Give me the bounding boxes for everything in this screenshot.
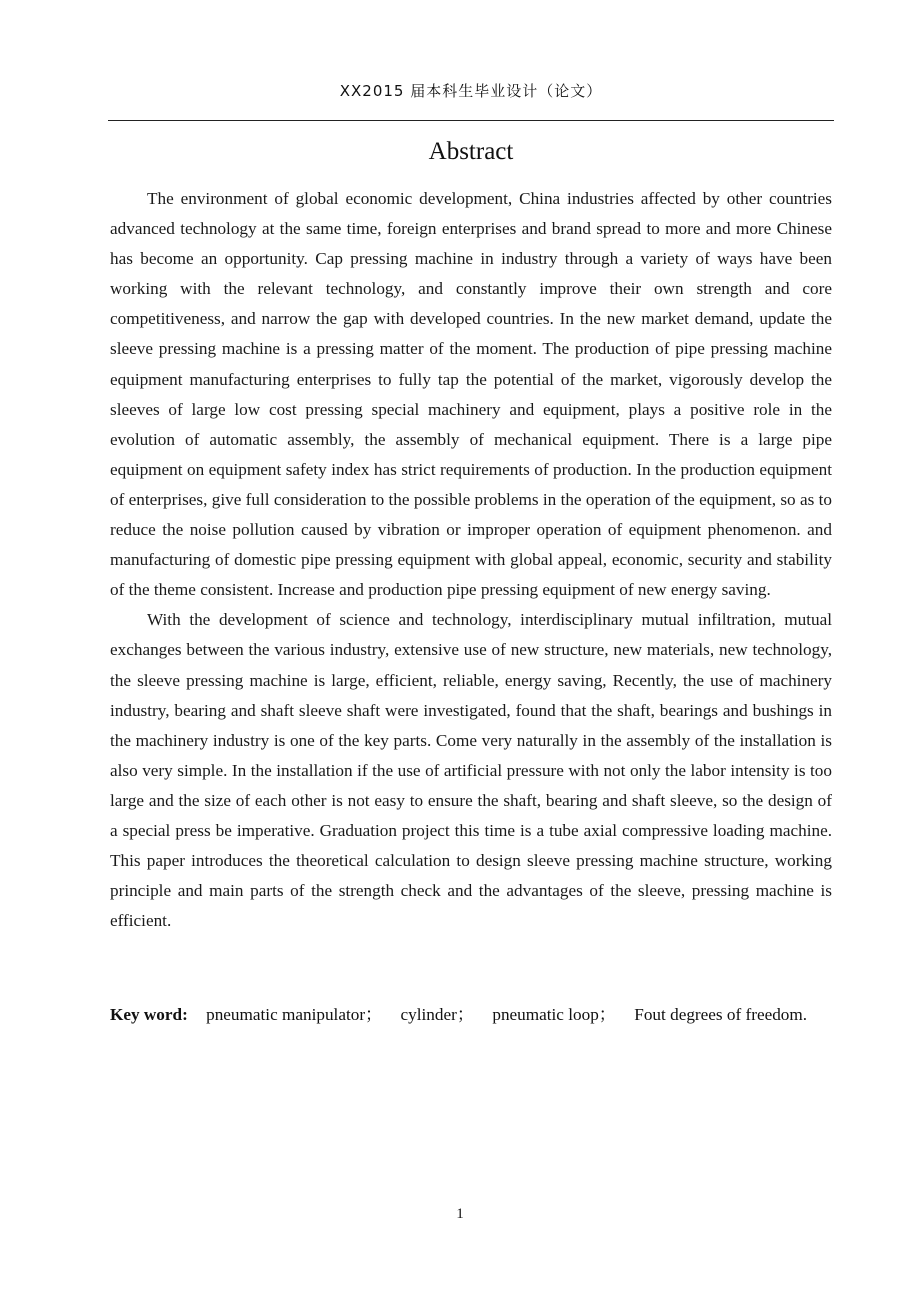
abstract-body (110, 184, 832, 936)
keyword-item: cylinder； (400, 1005, 475, 1024)
keyword-item: pneumatic manipulator； (206, 1005, 383, 1024)
keyword-item: Fout degrees of freedom. (634, 1005, 808, 1024)
abstract-paragraph-1: The environment of global economic development, China industries affected by other countries advanced technology at the same time, foreign enterprises and brand spread to more and more Chinese has become an opportunity. Cap pressing machine in industry through a variety of ways have been working with the relevant technology, and constantly improve their own strength and core competitiveness, and narrow the gap with developed countries. In the new market demand, update the sleeve pressing machine is a pressing matter of the moment. The production of pipe pressing machine equipment manufacturing enterprises to fully tap the potential of the market, vigorously develop the sleeves of large low cost pressing special machinery and equipment, plays a positive role in the evolution of automatic assembly, the assembly of mechanical equipment. There is a large pipe equipment on equipment safety index has strict requirements of production. In the production equipment of enterprises, give full consideration to the possible problems in the operation of the equipment, so as to reduce the noise pollution caused by vibration or improper operation of equipment phenomenon. and manufacturing of domestic pipe pressing equipment with global appeal, economic, security and stability of the theme consistent. Increase and production pipe pressing equipment of new energy saving. (110, 189, 832, 600)
keywords-label: Key word: (110, 1005, 188, 1024)
running-header: XX2015 届本科生毕业设计（论文） (339, 82, 603, 100)
keywords-line (110, 1000, 832, 1030)
abstract-title: Abstract (428, 138, 514, 165)
page-number: 1 (456, 1206, 464, 1222)
keyword-item: pneumatic loop； (492, 1005, 616, 1024)
abstract-paragraph-2: With the development of science and technology, interdisciplinary mutual infiltration, mutual exchanges between the various industry, extensive use of new structure, new materials, new technology, the sleeve pressing machine is large, efficient, reliable, energy saving, Recently, the use of machinery industry, bearing and shaft sleeve shaft were investigated, found that the shaft, bearings and bushings in the machinery industry is one of the key parts. Come very naturally in the assembly of the installation is also very simple. In the installation if the use of artificial pressure with not only the labor intensity is too large and the size of each other is not easy to ensure the shaft, bearing and shaft sleeve, so the design of a special press be imperative. Graduation project this time is a tube axial compressive loading machine. This paper introduces the theoretical calculation to design sleeve pressing machine structure, working principle and main parts of the strength check and the advantages of the sleeve, pressing machine is efficient. (110, 610, 832, 931)
header-divider (108, 120, 834, 121)
